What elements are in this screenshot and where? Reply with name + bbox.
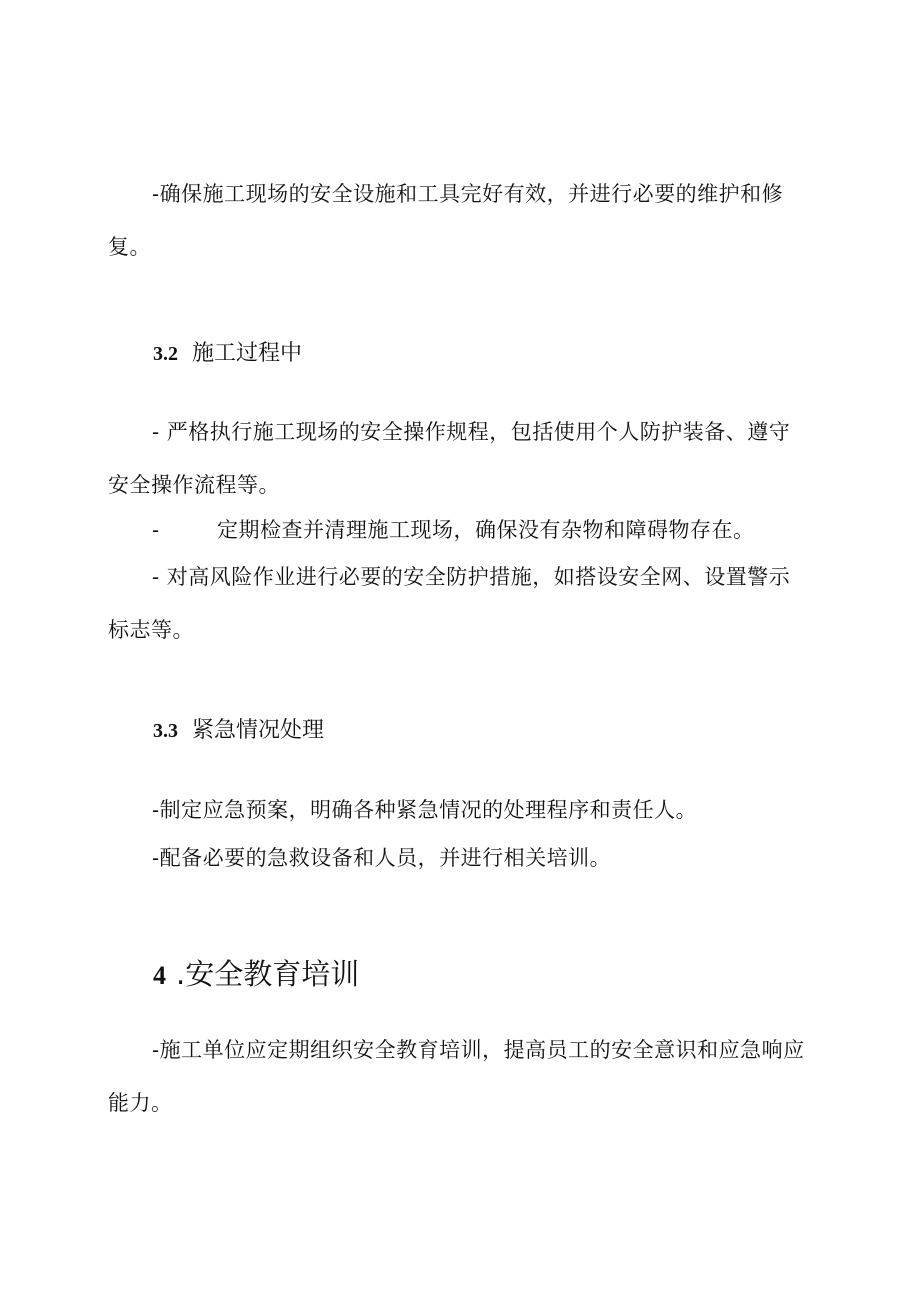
section-title: 施工过程中 [192, 341, 303, 366]
paragraph-emergency-equipment: -配备必要的急救设备和人员，并进行相关培训。 [152, 846, 612, 870]
section-heading-4 [153, 956, 359, 994]
section-number: 4 [153, 961, 166, 990]
paragraph-safety-rules: - 严格执行施工现场的安全操作规程，包括使用个人防护装备、遵守安全操作流程等。 [108, 420, 791, 497]
paragraph-emergency-plan: -制定应急预案，明确各种紧急情况的处理程序和责任人。 [152, 798, 698, 822]
section-title: 紧急情况处理 [192, 718, 325, 743]
paragraph-safety-training: -施工单位应定期组织安全教育培训，提高员工的安全意识和应急响应能力。 [108, 1038, 805, 1115]
section-title: .安全教育培训 [176, 957, 360, 991]
section-number: 3.2 [153, 343, 178, 365]
section-heading-3-3 [153, 716, 324, 746]
section-heading-3-2 [153, 339, 302, 369]
paragraph-maintain-facilities: -确保施工现场的安全设施和工具完好有效，并进行必要的维护和修复。 [108, 182, 784, 259]
paragraph-clean-site: - 定期检查并清理施工现场，确保没有杂物和障碍物存在。 [152, 518, 755, 542]
section-number: 3.3 [153, 720, 178, 742]
paragraph-high-risk: - 对高风险作业进行必要的安全防护措施，如搭设安全网、设置警示标志等。 [108, 565, 791, 642]
